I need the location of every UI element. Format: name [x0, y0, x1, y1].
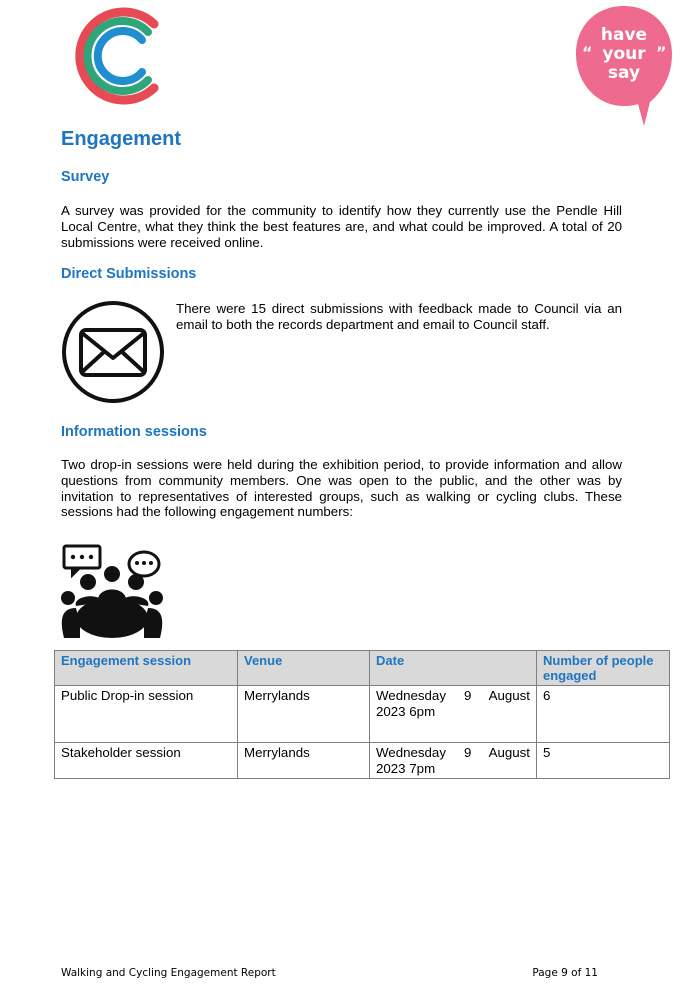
survey-heading: Survey — [61, 169, 110, 185]
information-sessions-paragraph: Two drop-in sessions were held during the exhibition period, to provide information and allow questions from community members. One was open to the public, and the other was by invitation to representatives of interested groups, such as walking or cycling clubs. These sessions had the following engagement numbers: — [61, 457, 622, 520]
header-engagement-session: Engagement session — [55, 651, 238, 686]
header-date: Date — [370, 651, 537, 686]
survey-paragraph: A survey was provided for the community to identify how they currently use the Pendle Hill Local Centre, what they think the best features are, and what could be improved. A total of 20 submissions were received online. — [61, 203, 622, 250]
page-title: Engagement — [61, 128, 182, 150]
cell-session: Public Drop-in session — [55, 686, 238, 743]
badge-quote-left: “ — [582, 43, 593, 62]
table-header-row — [55, 651, 670, 686]
envelope-icon — [61, 300, 165, 404]
cell-date: Wednesday 9 August 2023 6pm — [370, 686, 537, 743]
badge-line-1: have — [600, 25, 648, 45]
cell-venue: Merrylands — [238, 743, 370, 779]
header-number-engaged: Number of people engaged — [537, 651, 670, 686]
council-c-logo-icon — [64, 4, 160, 108]
badge-line-3: say — [607, 63, 641, 83]
meeting-group-icon — [58, 542, 166, 640]
direct-submissions-paragraph: There were 15 direct submissions with feedback made to Council via an email to both the records department and email to Council staff. — [176, 301, 622, 332]
cell-venue: Merrylands — [238, 686, 370, 743]
cell-session: Stakeholder session — [55, 743, 238, 779]
header-venue: Venue — [238, 651, 370, 686]
engagement-table — [54, 650, 670, 779]
footer-report-title: Walking and Cycling Engagement Report — [61, 967, 276, 979]
cell-number: 5 — [537, 743, 670, 779]
cell-date: Wednesday 9 August 2023 7pm — [370, 743, 537, 779]
direct-submissions-heading: Direct Submissions — [61, 266, 197, 282]
information-sessions-heading: Information sessions — [61, 424, 207, 440]
cell-number: 6 — [537, 686, 670, 743]
have-your-say-speech-bubble-icon — [574, 4, 674, 128]
badge-quote-right: ” — [656, 43, 667, 62]
table-row — [55, 686, 670, 743]
table-row — [55, 743, 670, 779]
badge-line-2: your — [602, 44, 646, 64]
footer-page-number: Page 9 of 11 — [532, 967, 598, 979]
